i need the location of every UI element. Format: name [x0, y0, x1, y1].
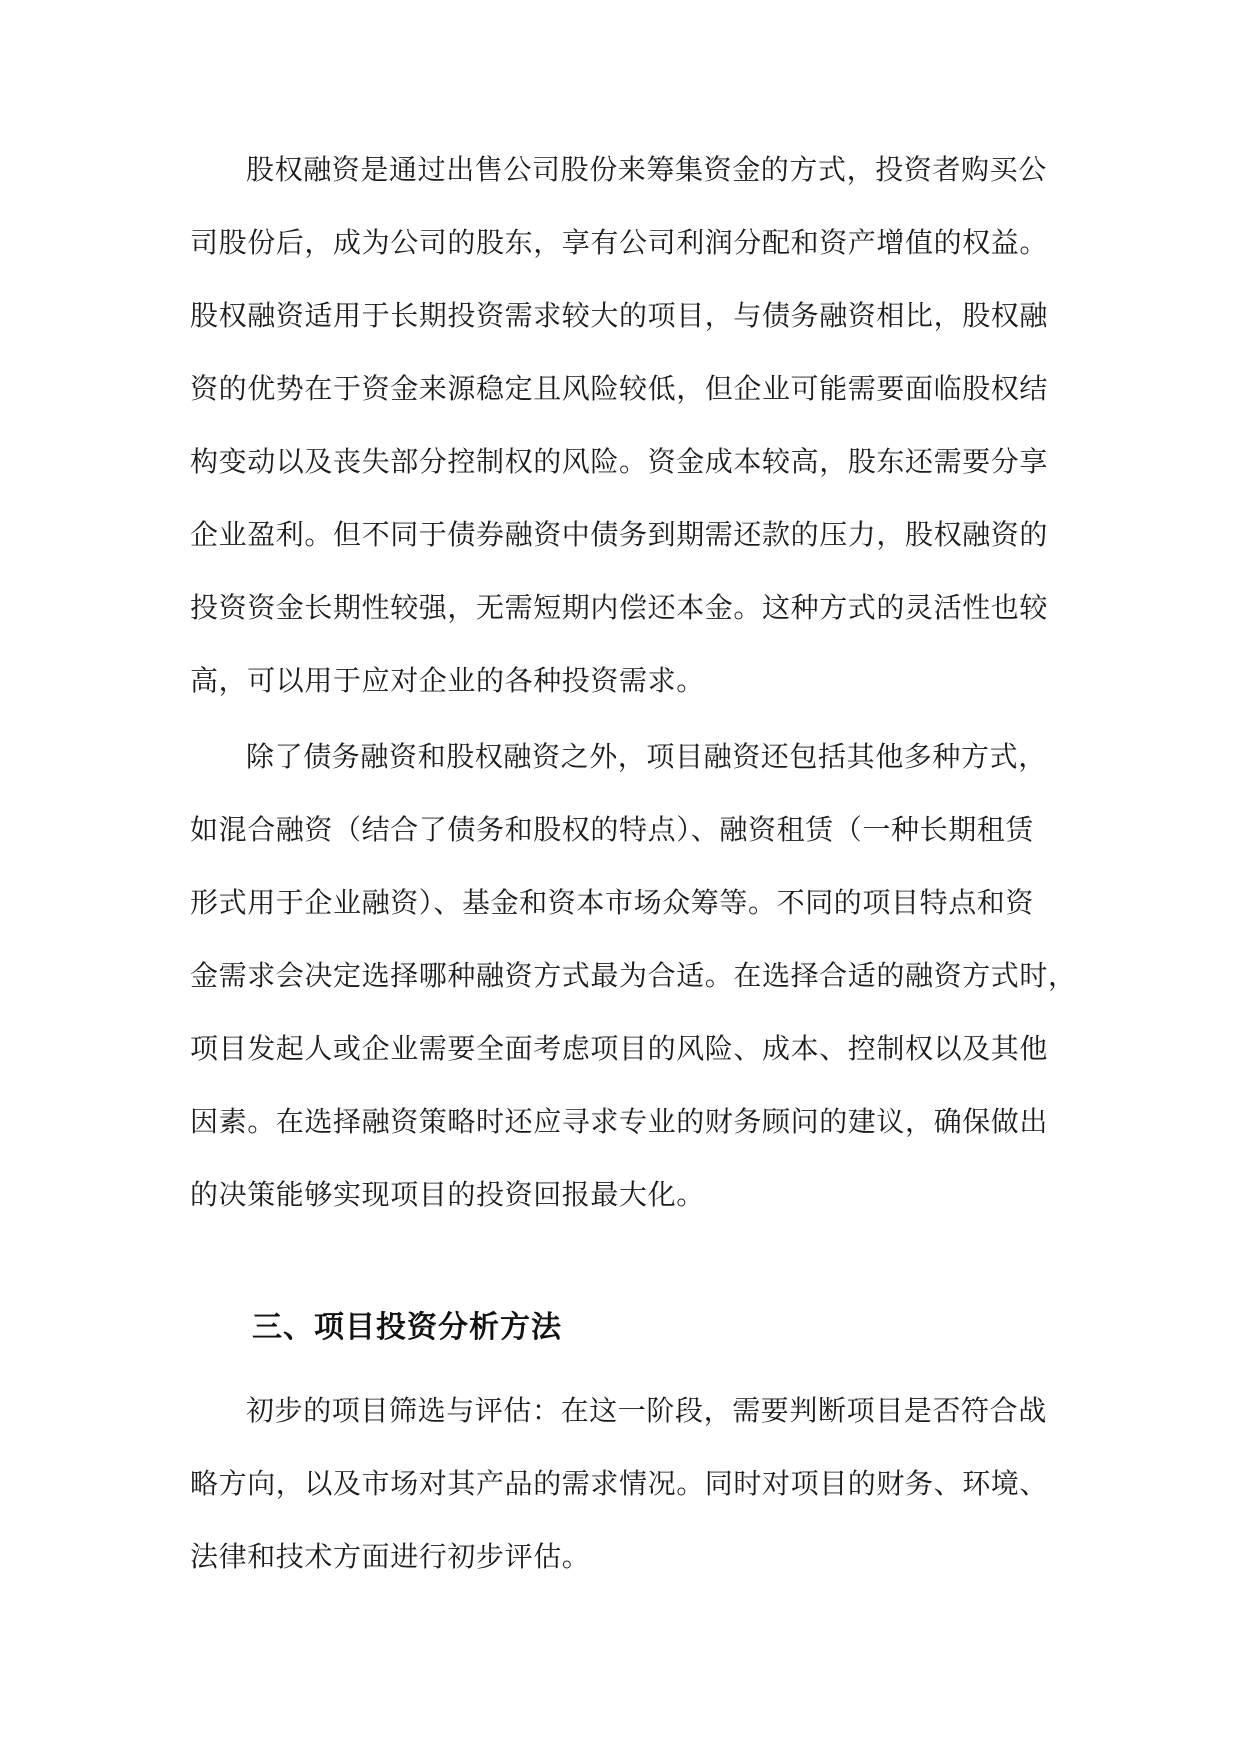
paragraph-2-line-2: 如混合融资（结合了债务和股权的特点）、融资租赁（一种长期租赁 [190, 813, 1035, 846]
paragraph-1-line-4: 资的优势在于资金来源稳定且风险较低，但企业可能需要面临股权结 [190, 372, 1049, 405]
paragraph-3-line-2: 略方向，以及市场对其产品的需求情况。同时对项目的财务、环境、 [190, 1467, 1049, 1500]
paragraph-2-line-5: 项目发起人或企业需要全面考虑项目的风险、成本、控制权以及其他 [190, 1032, 1049, 1065]
paragraph-1-line-5: 构变动以及丧失部分控制权的风险。资金成本较高，股东还需要分享 [190, 445, 1049, 478]
paragraph-1-line-7: 投资资金长期性较强，无需短期内偿还本金。这种方式的灵活性也较 [190, 591, 1049, 624]
paragraph-1-line-3: 股权融资适用于长期投资需求较大的项目，与债务融资相比，股权融 [190, 299, 1049, 332]
section-heading: 三、项目投资分析方法 [252, 1310, 562, 1345]
paragraph-2-line-7: 的决策能够实现项目的投资回报最大化。 [190, 1178, 705, 1211]
paragraph-2-line-6: 因素。在选择融资策略时还应寻求专业的财务顾问的建议，确保做出 [190, 1105, 1049, 1138]
paragraph-3-line-1: 初步的项目筛选与评估：在这一阶段，需要判断项目是否符合战 [246, 1394, 1047, 1427]
paragraph-1-line-8: 高，可以用于应对企业的各种投资需求。 [190, 664, 705, 697]
paragraph-1-line-6: 企业盈利。但不同于债券融资中债务到期需还款的压力，股权融资的 [190, 518, 1049, 551]
paragraph-3-line-3: 法律和技术方面进行初步评估。 [190, 1540, 591, 1573]
paragraph-1-line-2: 司股份后，成为公司的股东，享有公司利润分配和资产增值的权益。 [190, 226, 1049, 259]
paragraph-2-line-3: 形式用于企业融资）、基金和资本市场众筹等。不同的项目特点和资 [190, 886, 1035, 919]
paragraph-1-line-1: 股权融资是通过出售公司股份来筹集资金的方式，投资者购买公 [246, 153, 1047, 186]
paragraph-2-line-4: 金需求会决定选择哪种融资方式最为合适。在选择合适的融资方式时， [190, 959, 1077, 992]
paragraph-2-line-1: 除了债务融资和股权融资之外，项目融资还包括其他多种方式， [246, 740, 1047, 773]
